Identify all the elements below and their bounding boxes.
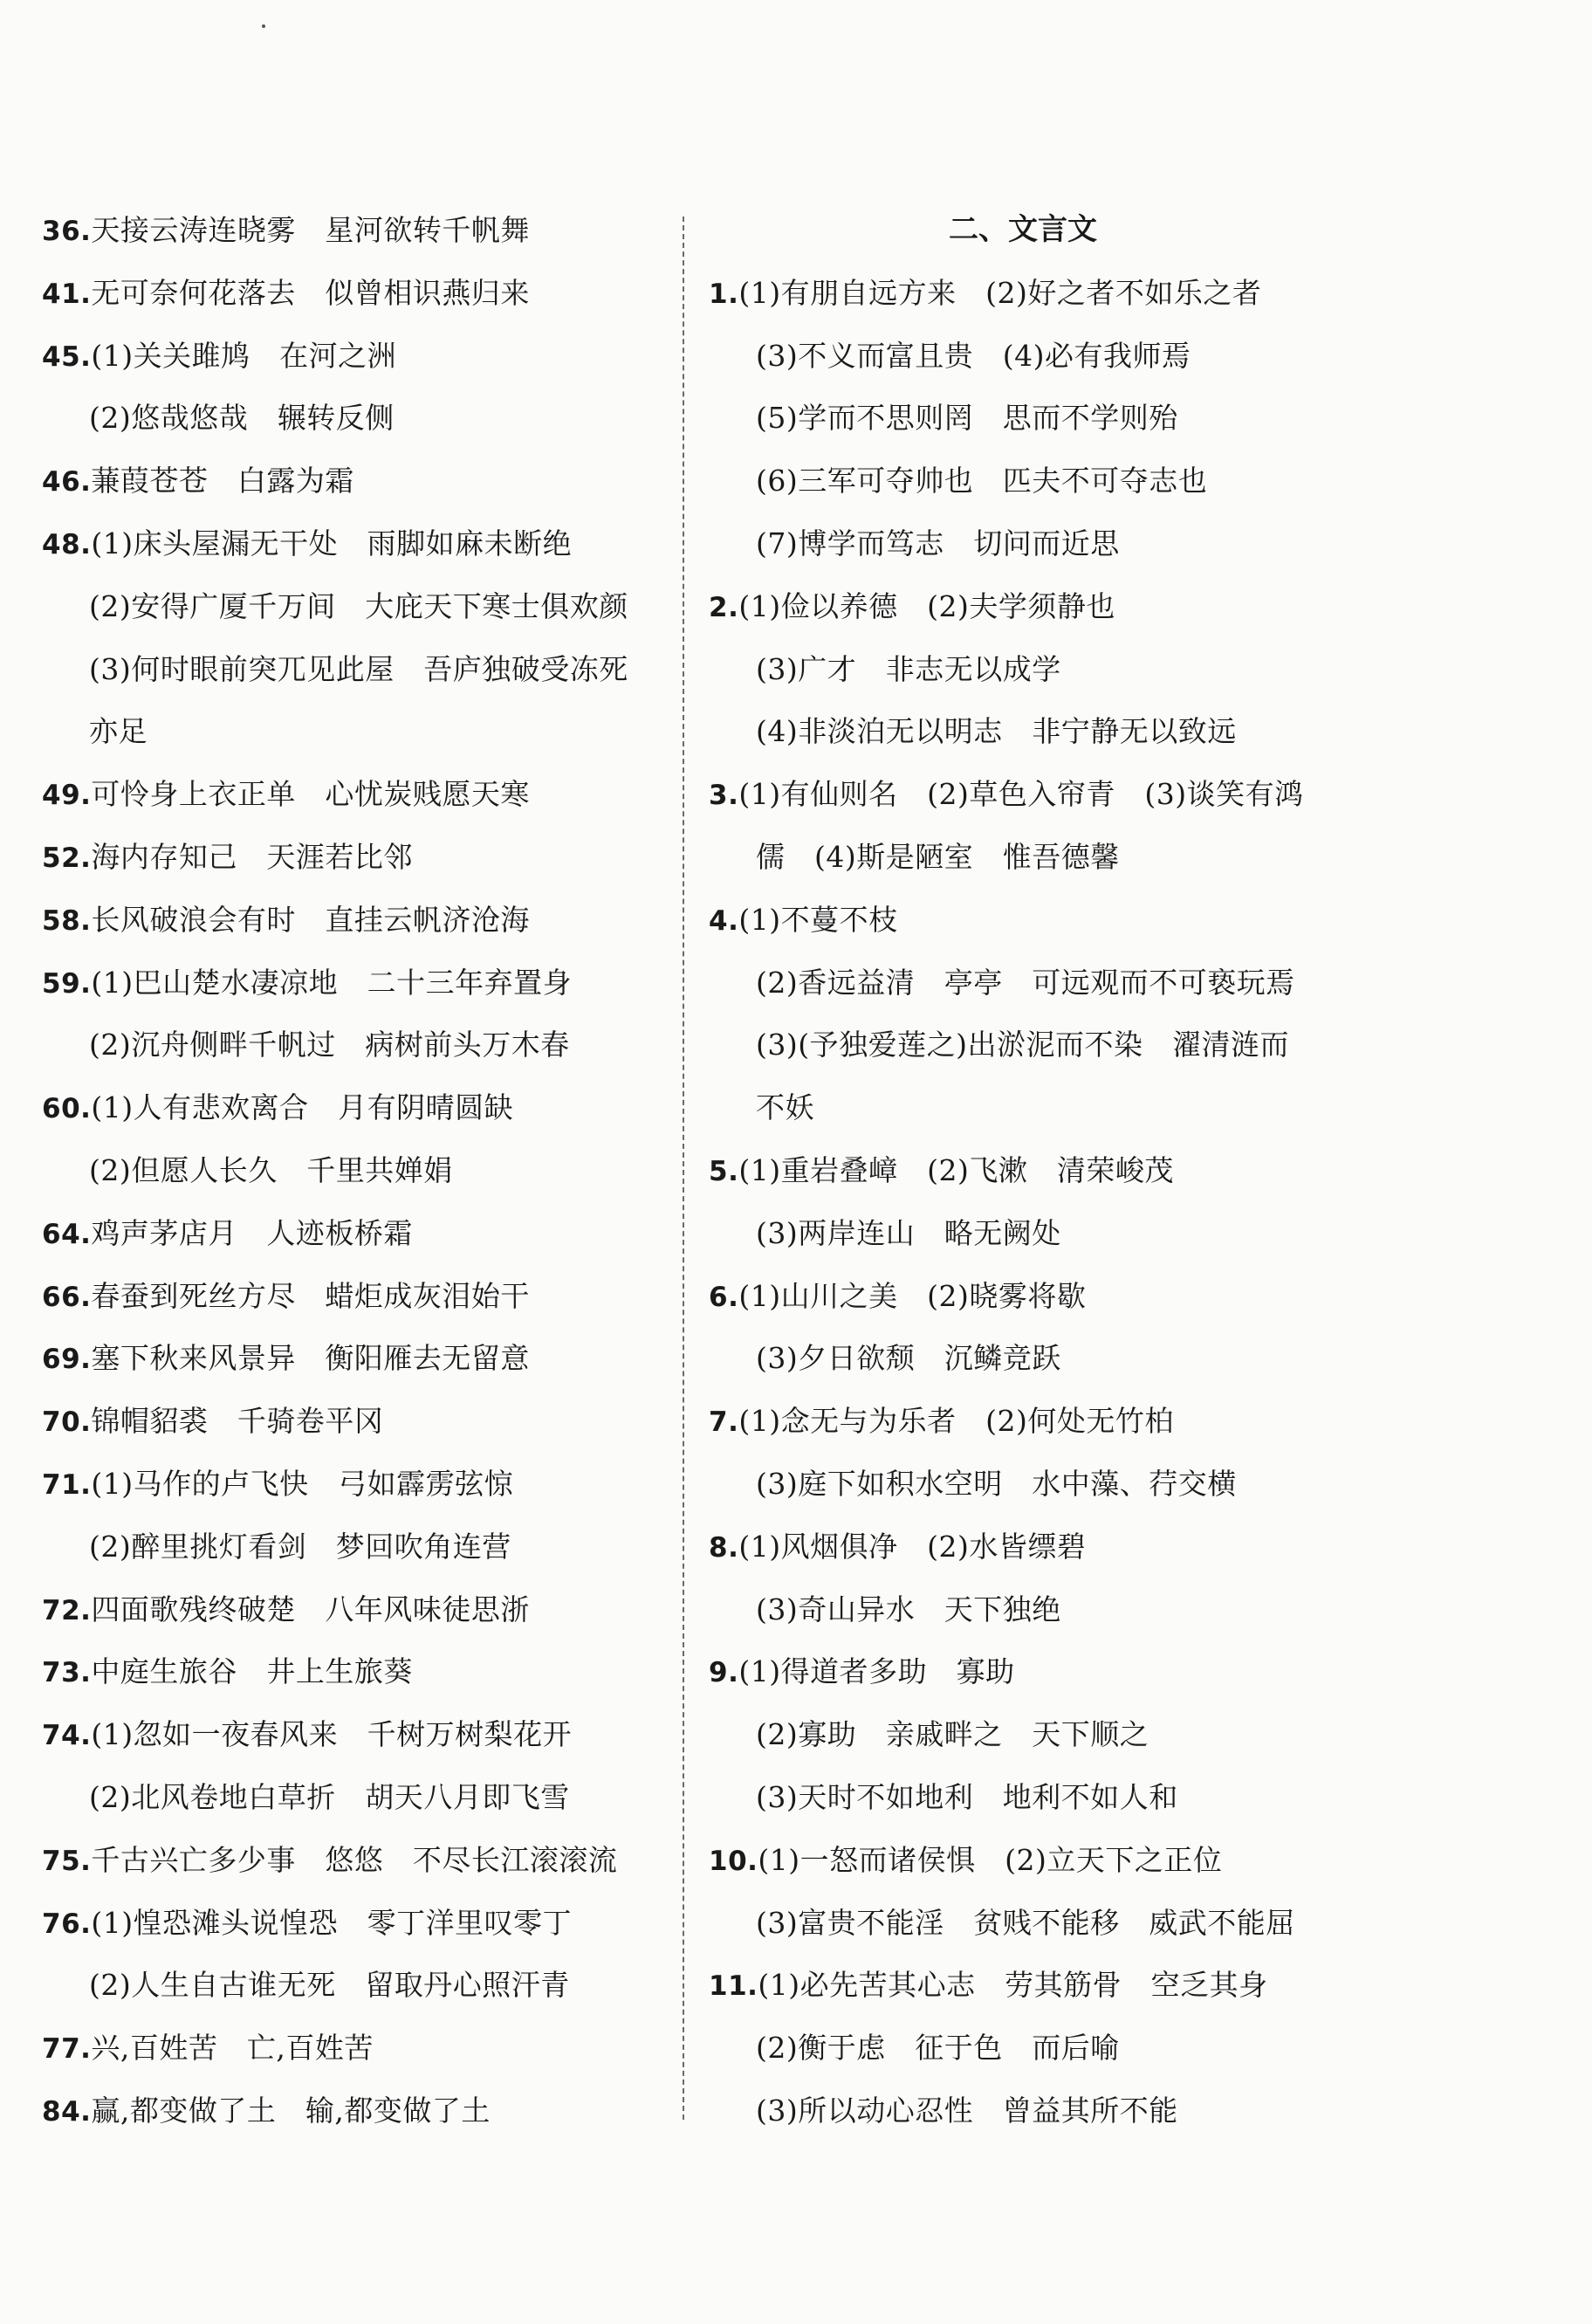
- answer-text: (3)不义而富且贵 (4)必有我师焉: [756, 338, 1191, 373]
- answer-text: (1)念无与为乐者 (2)何处无竹柏: [738, 1404, 1174, 1439]
- scan-dot-mark: [262, 24, 265, 28]
- answer-line: [42, 1327, 670, 1390]
- question-number: 77.: [42, 2033, 92, 2066]
- answer-line: [42, 763, 670, 826]
- answer-text: (4)非淡泊无以明志 非宁静无以致远: [756, 714, 1237, 749]
- question-number: 49.: [42, 780, 92, 812]
- answer-line: [42, 387, 670, 450]
- answer-text: (2)安得广厦千万间 大庇天下寒士俱欢颜: [89, 588, 628, 623]
- answer-line: [42, 1390, 670, 1453]
- answer-text: (2)醉里挑灯看剑 梦回吹角连营: [89, 1529, 511, 1564]
- answer-line: [709, 952, 1372, 1014]
- question-number: 60.: [42, 1093, 92, 1125]
- answer-line: [709, 450, 1372, 512]
- answer-text: (2)但愿人长久 千里共婵娟: [89, 1152, 453, 1187]
- answer-line: [42, 325, 670, 388]
- answer-line: [42, 262, 670, 325]
- answer-text: (1)关关雎鸠 在河之洲: [91, 338, 397, 373]
- answer-line: [42, 826, 670, 889]
- answer-line: [42, 575, 670, 638]
- answer-line: [42, 1829, 670, 1892]
- answer-text: 可怜身上衣正单 心忧炭贱愿天寒: [91, 777, 530, 812]
- answer-line: [42, 1014, 670, 1076]
- question-number: 64.: [42, 1218, 92, 1250]
- answer-line: [709, 763, 1372, 826]
- answer-text: (1)风烟俱净 (2)水皆缥碧: [738, 1529, 1087, 1564]
- answer-text: (1)马作的卢飞快 弓如霹雳弦惊: [91, 1466, 514, 1501]
- answer-text: (2)香远益清 亭亭 可远观而不可亵玩焉: [756, 965, 1295, 1000]
- answer-text: (3)富贵不能淫 贫贱不能移 威武不能屈: [756, 1905, 1295, 1940]
- answer-text: (6)三军可夺帅也 匹夫不可夺志也: [756, 464, 1208, 498]
- answer-text: (1)山川之美 (2)晓雾将歇: [738, 1278, 1087, 1313]
- answer-text: (1)人有悲欢离合 月有阴晴圆缺: [91, 1090, 514, 1125]
- question-number: 3.: [709, 780, 739, 812]
- answer-line: [709, 638, 1372, 701]
- question-number: 8.: [709, 1531, 739, 1564]
- question-number: 46.: [42, 466, 92, 498]
- answer-text: 长风破浪会有时 直挂云帆济沧海: [91, 902, 530, 937]
- answer-text: (3)何时眼前突兀见此屋 吾庐独破受冻死: [89, 651, 628, 686]
- answer-text: 蒹葭苍苍 白露为霜: [91, 464, 354, 498]
- answer-line: [42, 1954, 670, 2017]
- answer-line: [42, 1453, 670, 1516]
- answer-text: (1)一怒而诸侯惧 (2)立天下之正位: [758, 1842, 1223, 1877]
- answer-line: [709, 1139, 1372, 1202]
- question-number: 58.: [42, 904, 92, 937]
- answer-line: [709, 387, 1372, 450]
- answer-text: (3)两岸连山 略无阙处: [756, 1215, 1061, 1250]
- question-number: 59.: [42, 967, 92, 1000]
- answer-text: (1)有朋自远方来 (2)好之者不如乐之者: [738, 275, 1262, 310]
- answer-text: 不妖: [756, 1090, 814, 1125]
- question-number: 1.: [709, 278, 739, 310]
- answer-text: (2)衡于虑 征于色 而后喻: [756, 2031, 1120, 2066]
- answer-line: [709, 1453, 1372, 1516]
- question-number: 73.: [42, 1657, 92, 1689]
- answer-line: [42, 1640, 670, 1703]
- question-number: 41.: [42, 278, 92, 310]
- answer-text: (1)俭以养德 (2)夫学须静也: [738, 588, 1115, 623]
- question-number: 4.: [709, 904, 739, 937]
- answer-text: (5)学而不思则罔 思而不学则殆: [756, 401, 1178, 436]
- question-number: 71.: [42, 1468, 92, 1501]
- answer-text: (1)巴山楚水凄凉地 二十三年弃置身: [91, 965, 573, 1000]
- answer-text: (3)广才 非志无以成学: [756, 651, 1061, 686]
- question-number: 6.: [709, 1281, 739, 1313]
- question-number: 72.: [42, 1594, 92, 1626]
- answer-line: [709, 2080, 1372, 2142]
- answer-text: (3)庭下如积水空明 水中藻、荇交横: [756, 1466, 1237, 1501]
- answer-line: [42, 1578, 670, 1641]
- answer-line: [42, 2080, 670, 2142]
- question-number: 69.: [42, 1344, 92, 1376]
- answer-line: [709, 1578, 1372, 1641]
- answer-line: [709, 826, 1372, 889]
- answer-line: [42, 700, 670, 763]
- answer-text: 兴,百姓苦 亡,百姓苦: [91, 2031, 374, 2066]
- answer-line: [709, 2017, 1372, 2080]
- answer-text: (2)沉舟侧畔千帆过 病树前头万木春: [89, 1028, 570, 1062]
- answer-line: [709, 1703, 1372, 1766]
- answer-line: [709, 1954, 1372, 2017]
- answer-text: (1)重岩叠嶂 (2)飞漱 清荣峻茂: [738, 1152, 1174, 1187]
- answer-line: [709, 1327, 1372, 1390]
- question-number: 70.: [42, 1406, 92, 1439]
- answer-text: (7)博学而笃志 切问而近思: [756, 526, 1120, 560]
- answer-line: [42, 2017, 670, 2080]
- answer-text: 亦足: [89, 714, 148, 749]
- answer-line: [709, 1766, 1372, 1829]
- question-number: 76.: [42, 1908, 92, 1940]
- answer-line: [709, 1202, 1372, 1265]
- answer-text: 锦帽貂裘 千骑卷平冈: [91, 1404, 384, 1439]
- question-number: 45.: [42, 340, 92, 373]
- answer-line: [42, 889, 670, 952]
- answer-line: [709, 1516, 1372, 1578]
- answer-text: (1)惶恐滩头说惶恐 零丁洋里叹零丁: [91, 1905, 573, 1940]
- answer-line: [42, 1892, 670, 1955]
- answer-line: [709, 1076, 1372, 1139]
- question-number: 9.: [709, 1657, 739, 1689]
- answer-line: [42, 512, 670, 575]
- answer-text: 赢,都变做了土 输,都变做了土: [91, 2093, 491, 2128]
- answer-text: 天接云涛连晓雾 星河欲转千帆舞: [91, 213, 530, 247]
- question-number: 5.: [709, 1155, 739, 1187]
- answer-line: [42, 1076, 670, 1139]
- question-number: 66.: [42, 1281, 92, 1313]
- answer-line: [709, 1265, 1372, 1328]
- answer-line: [709, 889, 1372, 952]
- answer-text: 春蚕到死丝方尽 蜡炬成灰泪始干: [91, 1278, 530, 1313]
- answer-text: (3)奇山异水 天下独绝: [756, 1592, 1061, 1626]
- answer-text: 四面歌残终破楚 八年风味徒思浙: [91, 1592, 530, 1626]
- question-number: 74.: [42, 1720, 92, 1752]
- question-number: 10.: [709, 1845, 758, 1877]
- answer-text: (1)有仙则名 (2)草色入帘青 (3)谈笑有鸿: [738, 777, 1304, 812]
- question-number: 52.: [42, 842, 92, 874]
- question-number: 2.: [709, 591, 739, 623]
- answer-line: [709, 1014, 1372, 1076]
- answer-text: (1)忽如一夜春风来 千树万树梨花开: [91, 1717, 573, 1752]
- question-number: 7.: [709, 1406, 739, 1439]
- answer-text: 海内存知己 天涯若比邻: [91, 839, 413, 874]
- answer-line: [709, 262, 1372, 325]
- question-number: 48.: [42, 528, 92, 560]
- answer-text: (3)夕日欲颓 沉鳞竞跃: [756, 1341, 1061, 1376]
- question-number: 36.: [42, 216, 92, 247]
- answer-line: [709, 1892, 1372, 1955]
- answer-line: [42, 1766, 670, 1829]
- answer-text: (1)床头屋漏无干处 雨脚如麻未断绝: [91, 526, 573, 560]
- answer-line: [709, 700, 1372, 763]
- answer-line: [709, 575, 1372, 638]
- answer-text: 中庭生旅谷 井上生旅葵: [91, 1654, 413, 1689]
- answer-text: (2)北风卷地白草折 胡天八月即飞雪: [89, 1779, 570, 1814]
- answer-line: [709, 1390, 1372, 1453]
- answer-line: [709, 1829, 1372, 1892]
- answer-line: [709, 512, 1372, 575]
- answer-text: 鸡声茅店月 人迹板桥霜: [91, 1215, 413, 1250]
- answer-line: [42, 1703, 670, 1766]
- right-answer-column: [709, 199, 1372, 2142]
- answer-text: (1)必先苦其心志 劳其筋骨 空乏其身: [758, 1968, 1268, 2003]
- answer-text: 无可奈何花落去 似曾相识燕归来: [91, 275, 530, 310]
- answer-line: [42, 1202, 670, 1265]
- answer-text: (1)得道者多助 寡助: [738, 1654, 1015, 1689]
- answer-line: [42, 1265, 670, 1328]
- answer-line: [709, 325, 1372, 388]
- answer-text: 儒 (4)斯是陋室 惟吾德馨: [756, 839, 1120, 874]
- answer-line: [42, 1139, 670, 1202]
- section-heading-classical-chinese: 二、文言文: [949, 212, 1097, 247]
- answer-text: (3)天时不如地利 地利不如人和: [756, 1779, 1178, 1814]
- left-answer-column: [42, 199, 670, 2142]
- answer-text: 千古兴亡多少事 悠悠 不尽长江滚滚流: [91, 1842, 618, 1877]
- answer-text: 塞下秋来风景异 衡阳雁去无留意: [91, 1341, 530, 1376]
- answer-line: [42, 638, 670, 701]
- question-number: 75.: [42, 1845, 92, 1877]
- answer-text: (2)人生自古谁无死 留取丹心照汗青: [89, 1968, 570, 2003]
- answer-text: (2)悠哉悠哉 辗转反侧: [89, 401, 395, 436]
- question-number: 84.: [42, 2095, 92, 2128]
- column-divider: [683, 217, 684, 2120]
- question-number: 11.: [709, 1970, 758, 2003]
- answer-line: [42, 952, 670, 1014]
- answer-line: [42, 199, 670, 262]
- answer-text: (3)所以动心忍性 曾益其所不能: [756, 2093, 1178, 2128]
- answer-line: [709, 1640, 1372, 1703]
- answer-text: (1)不蔓不枝: [738, 902, 898, 937]
- answer-line: [42, 1516, 670, 1578]
- answer-text: (2)寡助 亲戚畔之 天下顺之: [756, 1717, 1149, 1752]
- answer-line: [42, 450, 670, 512]
- answer-text: (3)(予独爱莲之)出淤泥而不染 濯清涟而: [756, 1028, 1289, 1062]
